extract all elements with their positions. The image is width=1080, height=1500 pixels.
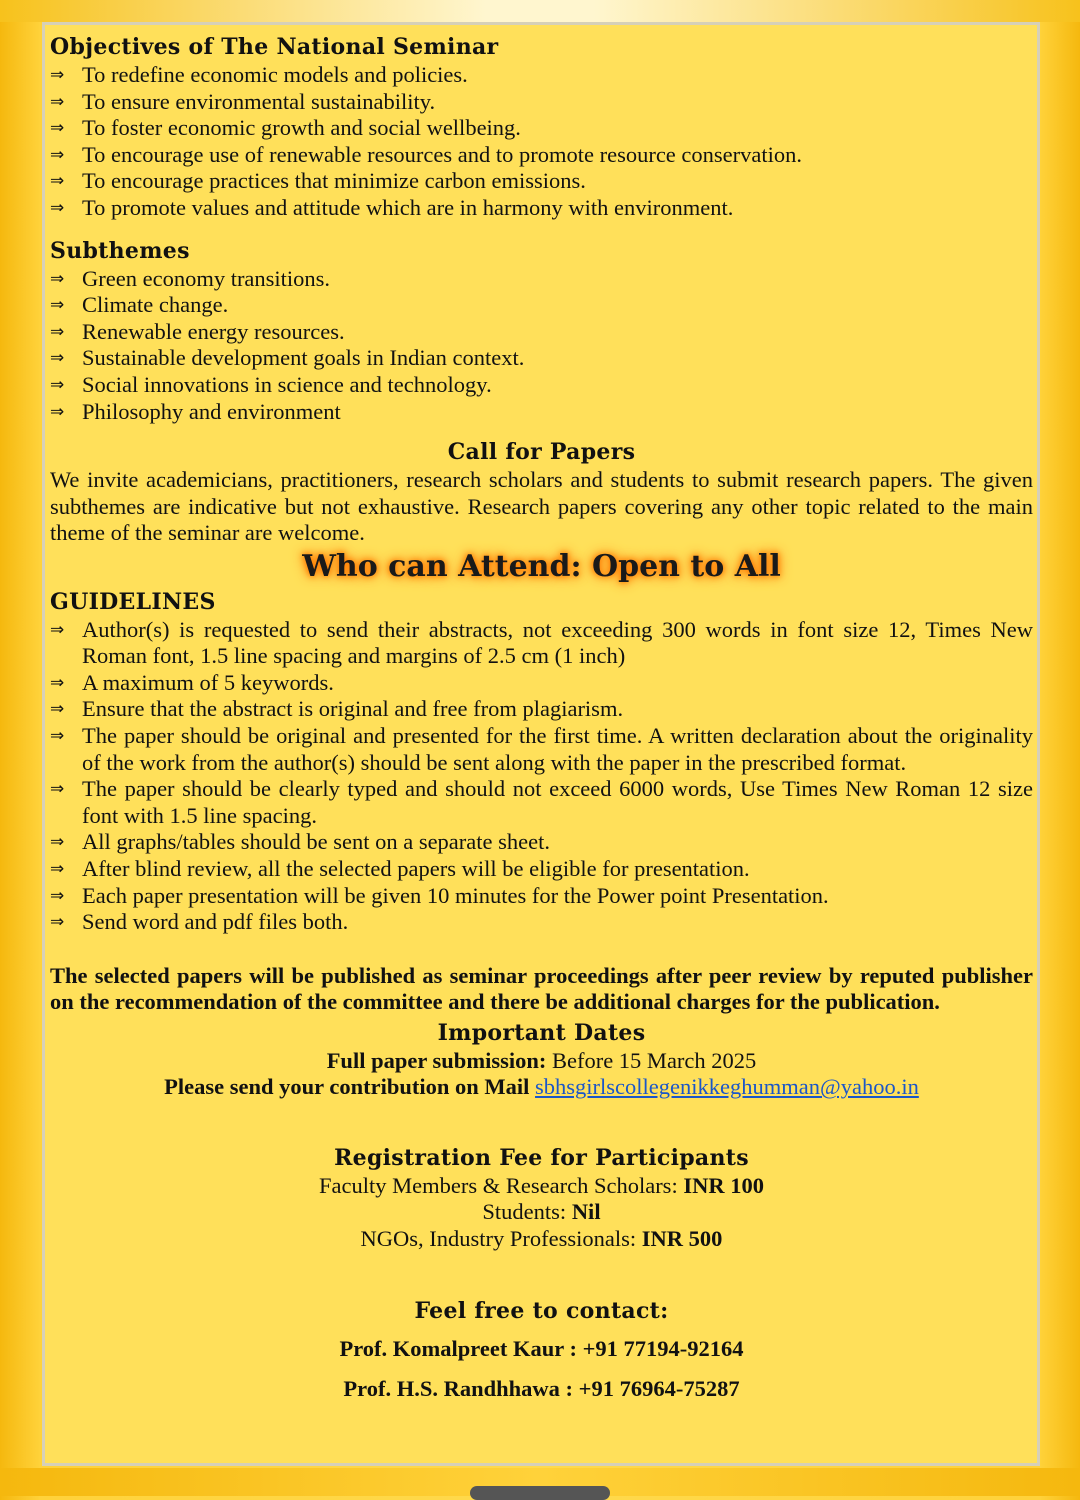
list-item: ⇒ Climate change.	[50, 292, 229, 318]
fee-row	[50, 1199, 1033, 1226]
guidelines-list	[50, 617, 1033, 936]
arrow-icon: ⇒	[50, 619, 65, 640]
who-can-attend-banner: Who can Attend: Open to All	[302, 548, 781, 584]
list-item: ⇒ To redefine economic models and policies.	[50, 62, 468, 87]
registration-heading: Registration Fee for Participants	[334, 1144, 749, 1171]
mail-label: Please send your contribution on Mail	[164, 1074, 530, 1100]
list-item: ⇒ To encourage practices that minimize carbon emissions.	[50, 168, 586, 194]
list-item: ⇒ To promote values and attitude which are in harmony with environment.	[50, 194, 734, 220]
list-item: ⇒ The paper should be original and presented for the first time. A written declaration about the originality of the work from the author(s) should be sent along with the paper in the prescribed format.	[50, 723, 1033, 775]
contact-heading: Feel free to contact:	[414, 1298, 669, 1325]
publication-note: The selected papers will be published as seminar proceedings after peer review by reputed publisher on the recommendation of the committee and there be additional charges for the publication.	[50, 962, 1033, 1015]
flyer-content	[50, 32, 1033, 1402]
arrow-icon: ⇒	[50, 374, 65, 395]
arrow-icon: ⇒	[50, 321, 65, 342]
list-item: ⇒ Send word and pdf files both.	[50, 909, 349, 935]
subthemes-heading: Subthemes	[50, 237, 190, 264]
list-item: ⇒ Author(s) is requested to send their abstracts, not exceeding 300 words in font size 12, Times New Roman font, 1.5 line spacing and margins of 2.5 cm (1 inch)	[50, 616, 1033, 669]
fee-value: INR 100	[683, 1172, 764, 1198]
call-for-papers-text: We invite academicians, practitioners, research scholars and students to submit research papers. The given subthemes are indicative but not exhaustive. Research papers covering any other topic related to the main theme of the seminar are welcome.	[50, 467, 1033, 546]
arrow-icon: ⇒	[50, 401, 65, 422]
call-for-papers-heading: Call for Papers	[447, 439, 636, 466]
arrow-icon: ⇒	[50, 885, 65, 906]
guidelines-heading: GUIDELINES	[50, 588, 216, 615]
list-item: ⇒ After blind review, all the selected papers will be eligible for presentation.	[50, 855, 750, 881]
important-dates-heading: Important Dates	[437, 1019, 646, 1046]
arrow-icon: ⇒	[50, 858, 65, 879]
arrow-icon: ⇒	[50, 144, 65, 165]
arrow-icon: ⇒	[50, 197, 65, 218]
arrow-icon: ⇒	[50, 118, 65, 139]
fee-label: Students:	[482, 1199, 567, 1225]
arrow-icon: ⇒	[50, 65, 65, 85]
arrow-icon: ⇒	[50, 779, 65, 800]
arrow-icon: ⇒	[50, 699, 65, 720]
mail-link[interactable]: sbhsgirlscollegenikkeghumman@yahoo.in	[535, 1074, 919, 1100]
list-item: ⇒ The paper should be clearly typed and should not exceed 6000 words, Use Times New Roman 12 size font with 1.5 line spacing.	[50, 776, 1033, 828]
arrow-icon: ⇒	[50, 672, 65, 693]
list-item: ⇒ Green economy transitions.	[50, 265, 331, 291]
fee-row	[50, 1226, 1033, 1253]
list-item: ⇒ A maximum of 5 keywords.	[50, 669, 334, 695]
subthemes-list	[50, 266, 1033, 426]
arrow-icon: ⇒	[50, 295, 65, 316]
submission-label: Full paper submission:	[326, 1047, 547, 1073]
home-indicator[interactable]	[470, 1486, 610, 1500]
arrow-icon: ⇒	[50, 348, 65, 369]
list-item: ⇒ Philosophy and environment	[50, 398, 341, 424]
arrow-icon: ⇒	[50, 832, 65, 853]
list-item: ⇒ To foster economic growth and social wellbeing.	[50, 115, 521, 141]
list-item: ⇒ To ensure environmental sustainability.	[50, 88, 436, 114]
arrow-icon: ⇒	[50, 171, 65, 192]
fee-label: NGOs, Industry Professionals:	[360, 1225, 637, 1251]
fee-row	[50, 1173, 1033, 1200]
submission-value: Before 15 March 2025	[551, 1047, 757, 1073]
objectives-heading: Objectives of The National Seminar	[50, 34, 499, 60]
submission-date-line	[50, 1048, 1033, 1075]
fee-value: INR 500	[641, 1225, 723, 1251]
arrow-icon: ⇒	[50, 726, 65, 746]
list-item: ⇒ Social innovations in science and technology.	[50, 371, 492, 397]
arrow-icon: ⇒	[50, 912, 65, 933]
objectives-list	[50, 62, 1033, 222]
contact-person: Prof. H.S. Randhhawa : +91 76964-75287	[343, 1375, 740, 1401]
fee-value: Nil	[571, 1199, 601, 1225]
contact-person: Prof. Komalpreet Kaur : +91 77194-92164	[339, 1336, 744, 1362]
fee-label: Faculty Members & Research Scholars:	[319, 1172, 678, 1198]
top-band	[0, 0, 1080, 22]
list-item: ⇒ All graphs/tables should be sent on a separate sheet.	[50, 829, 550, 855]
list-item: ⇒ Ensure that the abstract is original and free from plagiarism.	[50, 696, 624, 722]
list-item: ⇒ Renewable energy resources.	[50, 318, 345, 344]
arrow-icon: ⇒	[50, 268, 65, 289]
arrow-icon: ⇒	[50, 91, 65, 112]
list-item: ⇒ To encourage use of renewable resources and to promote resource conservation.	[50, 141, 802, 167]
mail-line	[50, 1074, 1033, 1101]
list-item: ⇒ Sustainable development goals in Indian context.	[50, 345, 525, 371]
list-item: ⇒ Each paper presentation will be given 10 minutes for the Power point Presentation.	[50, 882, 829, 908]
